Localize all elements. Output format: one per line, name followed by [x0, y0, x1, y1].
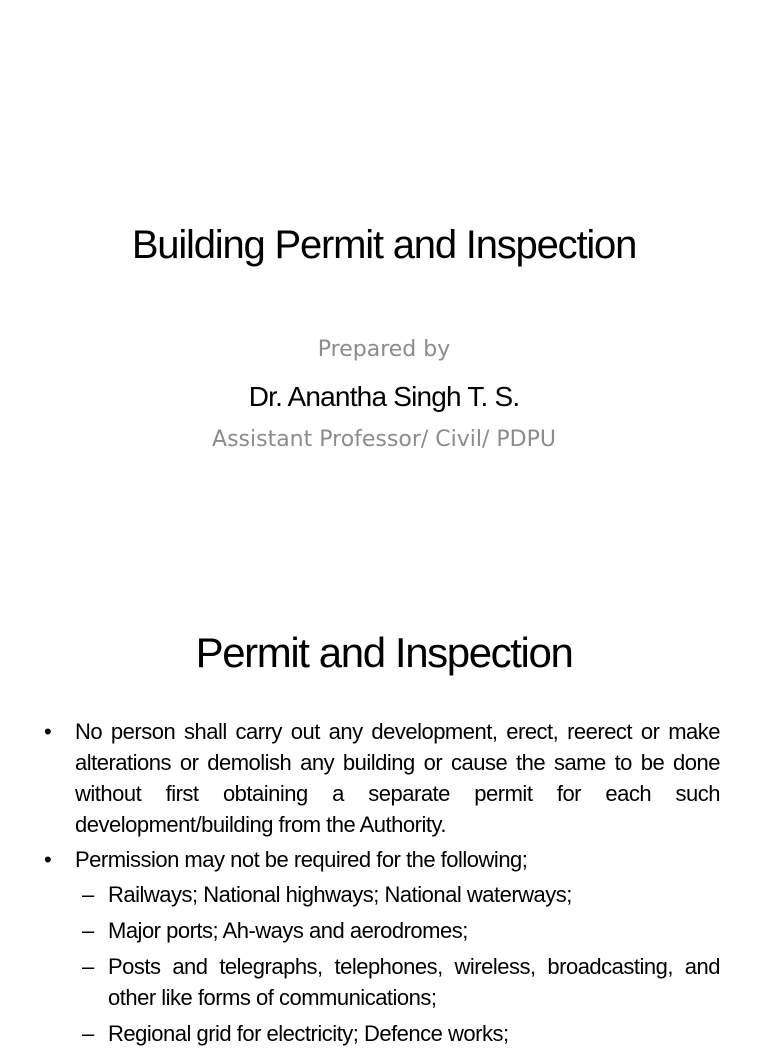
bullet-item — [44, 844, 720, 875]
sub-item-text: Railways; National highways; National waterways; — [108, 882, 572, 907]
slide-title: Permit and Inspection — [195, 629, 573, 676]
sub-item — [44, 915, 720, 946]
bullet-text: No person shall carry out any development, erect, reerect or make alterations or demolish any building or cause the same to be done without first obtaining a separate permit for each such development/building from the Authority. — [75, 719, 720, 837]
content-slide — [0, 576, 768, 1046]
dash-icon: – — [82, 1021, 94, 1046]
bullet-icon: • — [44, 719, 52, 744]
dash-icon: – — [82, 882, 94, 907]
sub-item-text: Posts and telegraphs, telephones, wireless, broadcasting, and other like forms of communications; — [108, 954, 720, 1010]
sub-item-text: Major ports; Ah-ways and aerodromes; — [108, 918, 468, 943]
author-name: Dr. Anantha Singh T. S. — [248, 381, 520, 412]
dash-icon: – — [82, 918, 94, 943]
sub-item — [44, 1018, 720, 1049]
sub-item-text: Regional grid for electricity; Defence works; — [108, 1021, 509, 1046]
presentation-title: Building Permit and Inspection — [131, 223, 637, 267]
dash-icon: – — [82, 954, 94, 979]
prepared-by-label: Prepared by — [317, 337, 451, 362]
bullet-item — [44, 716, 720, 840]
bullet-list — [44, 716, 720, 1054]
author-affiliation: Assistant Professor/ Civil/ PDPU — [212, 427, 556, 452]
bullet-icon: • — [44, 847, 52, 872]
sub-item — [44, 879, 720, 910]
sub-item — [44, 951, 720, 1013]
bullet-text: Permission may not be required for the following; — [75, 847, 528, 872]
